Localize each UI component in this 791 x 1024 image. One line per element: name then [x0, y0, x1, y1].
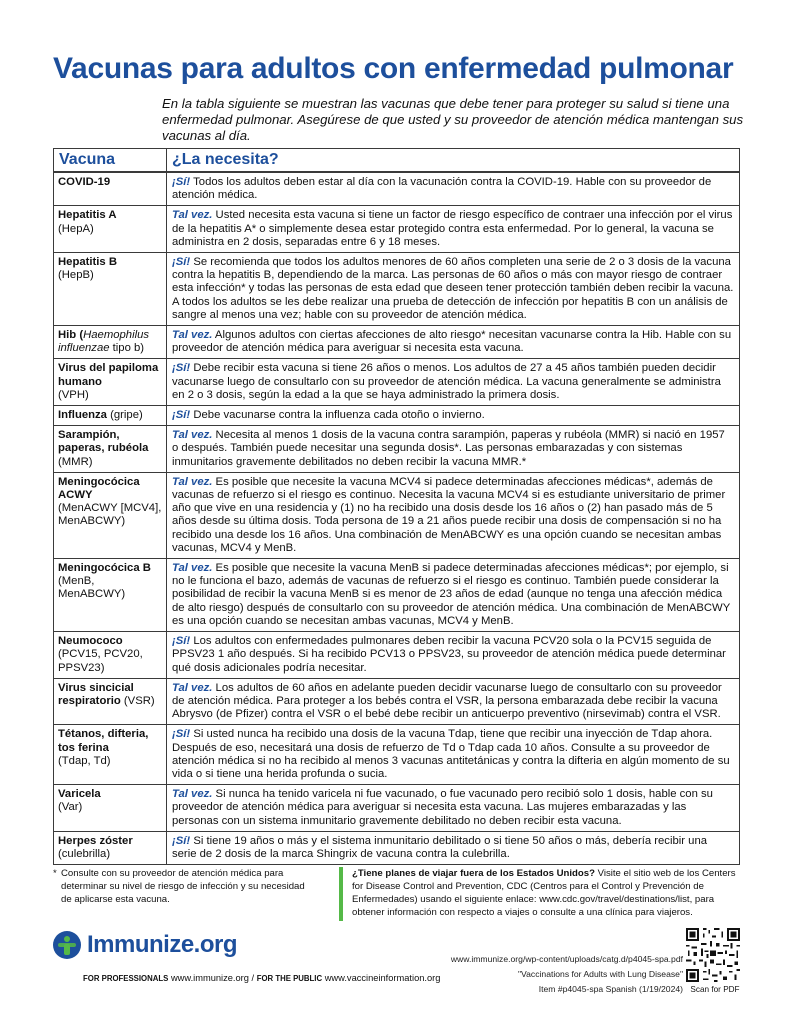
qr-code-icon[interactable] [686, 928, 740, 982]
recommendation-lead: Tal vez. [172, 429, 213, 442]
pdf-url[interactable]: www.immunize.org/wp-content/uploads/catg.d/p4045-spa.pdf [450, 954, 683, 964]
scan-label: Scan for PDF [690, 985, 740, 994]
recommendation-text: Si usted nunca ha recibido una dosis de la vacuna Tdap, tiene que recibir una inyección de Tdap ahora. Después de eso, necesitará una dosis de refuerzo de Td o Tdap cada 10 años. Consulte a su proveedor de atención médica si no ha recibido al menos 3 vacunas antitetánicas y contra la difteria en algún momento de su vida o si tiene una herida profunda o sucia. [172, 728, 730, 780]
vaccine-name-cell [54, 785, 167, 832]
vaccine-name-suffix: tipo b) [109, 342, 145, 355]
vaccine-need-cell [167, 253, 740, 326]
recommendation-lead: Tal vez. [172, 681, 213, 694]
vaccine-need-cell [167, 206, 740, 253]
vaccine-abbr: (HepB) [58, 269, 94, 282]
vaccine-name: Meningocócica ACWY [58, 475, 140, 502]
recommendation-lead: Tal vez. [172, 562, 213, 575]
table-row [54, 406, 740, 426]
vaccine-name: Hepatitis A [58, 209, 117, 222]
recommendation-text: Algunos adultos con ciertas afecciones de alto riesgo* necesitan vacunarse contra la Hib. Hable con su proveedor de atención médica para averiguar si necesita esta vacuna. [172, 329, 732, 355]
table-header-row [54, 149, 740, 173]
page-title: Vacunas para adultos con enfermedad pulmonar [53, 52, 734, 85]
link-separator: / [248, 973, 257, 983]
recommendation-lead: Tal vez. [172, 475, 213, 488]
vaccine-name-cell [54, 326, 167, 359]
professionals-link[interactable]: www.immunize.org [170, 973, 249, 983]
vaccine-name-cell [54, 831, 167, 864]
vaccine-abbr: (HepA) [58, 222, 94, 235]
recommendation-lead: Tal vez. [172, 209, 213, 222]
recommendation-text: Todos los adultos deben estar al día con la vacunación contra la COVID-19. Hable con su proveedor de atención médica. [172, 176, 712, 202]
travel-question: ¿Tiene planes de viajar fuera de los Estados Unidos? [352, 868, 595, 879]
vaccine-name-cell [54, 725, 167, 785]
recommendation-lead: ¡Sí! [172, 635, 191, 648]
travel-accent-bar [339, 867, 343, 921]
recommendation-text: Usted necesita esta vacuna si tiene un factor de riesgo específico de contraer una infección por el virus de la hepatitis A* o simplemente desea estar protegido contra esta enfermedad. Por lo general, la vacuna se administra en 2 dosis, separadas entre 6 y 18 meses. [172, 209, 733, 248]
vaccine-name-cell [54, 359, 167, 406]
vaccine-table [53, 148, 740, 865]
vaccine-need-cell [167, 472, 740, 558]
table-row [54, 253, 740, 326]
footnote [53, 867, 313, 906]
vaccine-need-cell [167, 426, 740, 473]
logo-person-icon [53, 931, 81, 959]
vaccine-need-cell [167, 678, 740, 725]
vaccine-name: Virus del papiloma humano [58, 362, 159, 388]
vaccine-abbr: (VSR) [120, 694, 155, 707]
table-row [54, 206, 740, 253]
recommendation-text: Debe vacunarse contra la influenza cada otoño o invierno. [190, 409, 485, 422]
table-row [54, 426, 740, 473]
table-row [54, 559, 740, 632]
vaccine-name: Virus sincicial respiratorio [58, 681, 134, 707]
recommendation-text: Se recomienda que todos los adultos menores de 60 años completen una serie de 2 o 3 dosis de la vacuna contra la hepatitis B, dependiendo de la marca. Las personas de 60 años o más con mayor riesgo de contraer esta infección* y todas las personas de esta edad que deseen tener protección también deben recibir la vacuna. A todos los adultos se les debe realizar una prueba de detección de infección por hepatitis B con un análisis de sangre al menos una vez; hable con su proveedor de atención médica. [172, 256, 734, 321]
travel-note [352, 867, 744, 919]
recommendation-lead: Tal vez. [172, 788, 213, 801]
vaccine-name-cell [54, 406, 167, 426]
table-row [54, 359, 740, 406]
vaccine-name-cell [54, 172, 167, 206]
footnote-text: Consulte con su proveedor de atención médica para determinar su nivel de riesgo de infección y su necesidad de aplicarse esta vacuna. [61, 868, 305, 905]
vaccine-need-cell [167, 359, 740, 406]
vaccine-need-cell [167, 326, 740, 359]
vaccine-name-cell [54, 472, 167, 558]
vaccine-abbr: (MenACWY [MCV4], MenABCWY) [58, 502, 162, 528]
vaccine-abbr: (Var) [58, 801, 83, 814]
recommendation-lead: ¡Sí! [172, 176, 191, 188]
document-meta [451, 952, 683, 997]
vaccine-abbr: (MenB, MenABCWY) [58, 575, 126, 601]
vaccine-need-cell [167, 172, 740, 206]
vaccine-name-cell [54, 206, 167, 253]
vaccine-need-cell [167, 406, 740, 426]
public-link[interactable]: www.vaccineinformation.org [324, 973, 441, 983]
recommendation-lead: ¡Sí! [172, 362, 191, 375]
recommendation-text: Es posible que necesite la vacuna MCV4 si padece determinadas afecciones médicas*, además de vacunas de refuerzo si el riesgo es continuo. Necesita la vacuna MCV4 si es estudiante universitario de primer año que vive en una residencia y (1) no ha recibido una dosis desde los 16 años o (2) han pasado más de 5 años desde su última dosis. Toda persona de 19 a 21 años puede recibir una dosis de compensación si no ha recibido una desde los 16 años. Una combinación de MenABCWY es una opción cuando se necesitan ambas vacunas, MCV4 y MenB. [172, 475, 726, 554]
vaccine-abbr: (Tdap, Td) [58, 754, 111, 767]
footer-links [83, 973, 440, 983]
footnote-marker: * [53, 868, 57, 879]
recommendation-text: Si nunca ha tenido varicela ni fue vacunado, o fue vacunado pero recibió solo 1 dosis, hable con su proveedor de atención médica para averiguar si necesita esta vacuna. Las mujeres embarazadas y las personas con un sistema inmunitario gravemente debilitado no deben recibir esta vacuna. [172, 788, 713, 827]
vaccine-need-cell [167, 559, 740, 632]
vaccine-name-cell [54, 253, 167, 326]
vaccine-name: Hepatitis B [58, 256, 118, 269]
table-row [54, 472, 740, 558]
vaccine-name-italic: Haemophilus influenzae [58, 329, 150, 355]
recommendation-lead: ¡Sí! [172, 834, 191, 847]
recommendation-lead: ¡Sí! [172, 728, 191, 741]
vaccine-abbr: (VPH) [58, 388, 89, 401]
vaccine-abbr: (PCV15, PCV20, PPSV23) [58, 648, 143, 674]
travel-text: Visite el sitio web de los Centers for Disease Control and Prevention, CDC (Centros para el Control y Prevención de Enfermedades) usando el siguiente enlace: www.cdc.gov/travel/destinations/list, para obtener información con respecto a viajes o consulte a una clínica para viajeros. [352, 868, 736, 918]
vaccine-name: Neumococo [58, 635, 123, 648]
table-row [54, 632, 740, 679]
recommendation-lead: Tal vez. [172, 329, 213, 342]
vaccine-name: Tétanos, difteria, tos ferina [58, 728, 149, 754]
table-row [54, 678, 740, 725]
table-row [54, 172, 740, 206]
column-header-vaccine: Vacuna [54, 149, 167, 173]
vaccine-need-cell [167, 831, 740, 864]
logo-text: Immunize.org [87, 931, 238, 958]
document-title-en: "Vaccinations for Adults with Lung Disease" [517, 969, 683, 979]
vaccine-name-cell [54, 559, 167, 632]
table-row [54, 785, 740, 832]
vaccine-name: Varicela [58, 788, 101, 801]
immunize-logo [53, 929, 237, 961]
recommendation-text: Es posible que necesite la vacuna MenB si padece determinadas afecciones médicas*; por ejemplo, si no le funciona el bazo, además de vacunas de refuerzo si el riesgo es continuo. También puede considerar la posibilidad de recibir la vacuna MenB si es menor de 23 años de edad (aunque no tenga una afección médica de alto riesgo) después de consultarlo con su proveedor de atención médica. Una combinación de MenABCWY es una opción cuando se necesitan ambas vacunas, MCV4 y MenB. [172, 562, 731, 627]
intro-text: En la tabla siguiente se muestran las vacunas que debe tener para proteger su salud si tiene una enfermedad pulmonar. Asegúrese de que usted y su proveedor de atención médica mantengan sus vacunas al día. [162, 96, 744, 143]
vaccine-name: COVID-19 [58, 176, 111, 188]
vaccine-name: Hib ( [58, 329, 84, 342]
table-row [54, 326, 740, 359]
recommendation-text: Necesita al menos 1 dosis de la vacuna contra sarampión, paperas y rubéola (MMR) si nació en 1957 o después. También puede necesitar una segunda dosis*. Las personas embarazadas y con sistemas inmunitarios gravemente debilitados no deben recibir la vacuna MMR.* [172, 429, 725, 468]
vaccine-abbr: (culebrilla) [58, 847, 111, 860]
vaccine-need-cell [167, 785, 740, 832]
table-row [54, 831, 740, 864]
vaccine-name-cell [54, 678, 167, 725]
vaccine-name-cell [54, 632, 167, 679]
table-row [54, 725, 740, 785]
vaccine-abbr: (MMR) [58, 455, 93, 468]
recommendation-text: Los adultos con enfermedades pulmonares deben recibir la vacuna PCV20 sola o la PCV15 seguida de PPSV23 1 año después. Si ha recibido PCV13 o PPSV23, su proveedor de atención médica puede determinar qué dosis adicionales podría necesitar. [172, 635, 726, 674]
recommendation-text: Debe recibir esta vacuna si tiene 26 años o menos. Los adultos de 27 a 45 años también pueden decidir vacunarse luego de consultarlo con su proveedor de atención médica. La vacuna generalmente se administra en 2 o 3 dosis, según la edad a la que se haya administrado la primera dosis. [172, 362, 721, 401]
recommendation-lead: ¡Sí! [172, 256, 191, 269]
public-label: FOR THE PUBLIC [256, 974, 323, 983]
vaccine-abbr: (gripe) [106, 409, 143, 422]
vaccine-name: Sarampión, paperas, rubéola [58, 429, 149, 455]
recommendation-text: Los adultos de 60 años en adelante pueden decidir vacunarse luego de consultarlo con su proveedor de atención médica. Para proteger a los bebés contra el VSR, la persona embarazada debe recibir la vacuna Abrysvo (de Pfizer) contra el VSR o el bebé debe recibir un anticuerpo preventivo (nirsevimab) contra el VSR. [172, 681, 722, 721]
vaccine-name: Herpes zóster [58, 834, 133, 847]
recommendation-lead: ¡Sí! [172, 409, 191, 422]
professionals-label: FOR PROFESSIONALS [83, 974, 169, 983]
column-header-need: ¿La necesita? [167, 149, 740, 173]
vaccine-name: Meningocócica B [58, 562, 151, 575]
vaccine-need-cell [167, 632, 740, 679]
vaccine-name-cell [54, 426, 167, 473]
vaccine-need-cell [167, 725, 740, 785]
vaccine-name: Influenza [58, 409, 107, 422]
recommendation-text: Si tiene 19 años o más y el sistema inmunitario debilitado o si tiene 50 años o más, debería recibir una serie de 2 dosis de la marca Shingrix de vacuna contra la culebrilla. [172, 834, 708, 860]
item-number: Item #p4045-spa Spanish (1/19/2024) [538, 984, 683, 994]
